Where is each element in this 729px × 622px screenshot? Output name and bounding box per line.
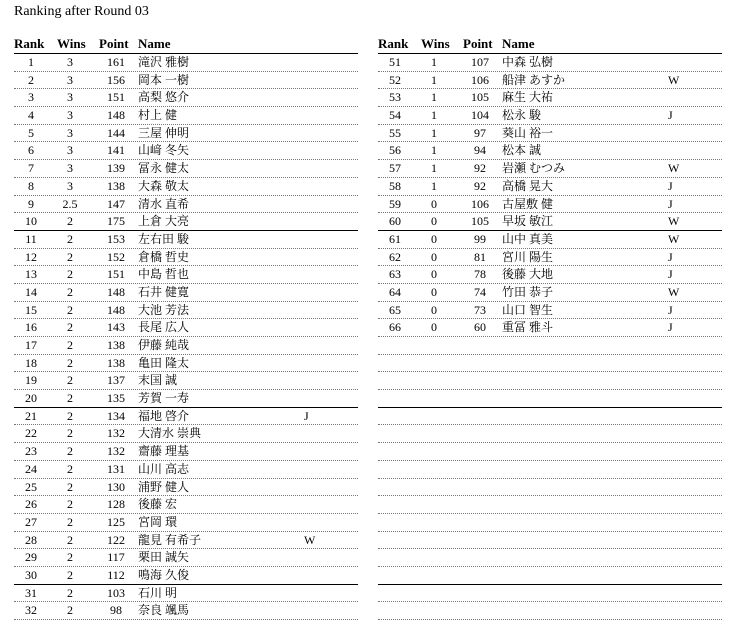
cell-point: 138	[107, 355, 125, 370]
cell-name: 芳賀 一寿	[138, 391, 190, 406]
cell-name: 栗田 誠矢	[138, 550, 190, 565]
cell-rank: 66	[389, 320, 401, 335]
table-row	[14, 408, 358, 426]
table-row	[14, 72, 358, 90]
cell-name: 福地 啓介	[138, 408, 190, 423]
cell-name: 高梨 悠介	[138, 90, 190, 105]
cell-rank: 55	[389, 125, 401, 140]
cell-point: 73	[474, 302, 486, 317]
header-name: Name	[502, 36, 535, 51]
cell-name: 早坂 敏江	[502, 214, 554, 229]
cell-rank: 9	[28, 196, 34, 211]
table-body	[14, 54, 358, 620]
table-row	[14, 425, 358, 443]
cell-name: 重冨 雅斗	[502, 320, 554, 335]
cell-name: 後藤 宏	[138, 497, 178, 512]
table-row	[14, 549, 358, 567]
page-title: Ranking after Round 03	[14, 4, 149, 19]
table-header	[14, 36, 358, 54]
cell-rank: 64	[389, 284, 401, 299]
cell-point: 122	[107, 532, 125, 547]
cell-rank: 6	[28, 143, 34, 158]
cell-rank: 16	[25, 320, 37, 335]
cell-wins: 0	[431, 267, 437, 282]
cell-rank: 22	[25, 426, 37, 441]
cell-point: 94	[474, 143, 486, 158]
table-row	[378, 107, 722, 125]
cell-name: 岩瀬 むつみ	[502, 161, 566, 176]
cell-point: 105	[471, 90, 489, 105]
cell-name: 岡本 一樹	[138, 72, 190, 87]
cell-wins: 3	[67, 178, 73, 193]
cell-point: 132	[107, 426, 125, 441]
cell-rank: 14	[25, 284, 37, 299]
cell-flag: J	[668, 320, 673, 335]
table-row	[14, 390, 358, 408]
cell-point: 81	[474, 249, 486, 264]
header-point: Point	[463, 36, 493, 51]
table-row	[14, 337, 358, 355]
cell-wins: 2	[67, 514, 73, 529]
table-row	[378, 461, 722, 479]
cell-name: 高橋 晃大	[502, 178, 554, 193]
cell-rank: 53	[389, 90, 401, 105]
cell-rank: 10	[25, 214, 37, 229]
cell-wins: 2	[67, 284, 73, 299]
cell-wins: 2	[67, 603, 73, 618]
table-row	[14, 89, 358, 107]
table-row	[378, 266, 722, 284]
cell-rank: 11	[25, 231, 37, 246]
table-row	[14, 372, 358, 390]
cell-flag: W	[668, 161, 680, 176]
cell-flag: J	[668, 249, 673, 264]
header-wins: Wins	[57, 36, 86, 51]
cell-point: 161	[107, 55, 125, 69]
table-row	[378, 425, 722, 443]
cell-flag: W	[304, 532, 316, 547]
table-row	[378, 479, 722, 497]
table-row	[14, 461, 358, 479]
cell-name: 麻生 大祐	[502, 90, 554, 105]
cell-name: 末国 誠	[138, 373, 178, 388]
table-row	[14, 443, 358, 461]
cell-name: 石川 明	[138, 585, 178, 600]
cell-flag: J	[668, 196, 673, 211]
cell-flag: W	[668, 72, 680, 87]
table-row	[378, 337, 722, 355]
cell-wins: 1	[431, 125, 437, 140]
table-row	[378, 372, 722, 390]
table-row	[14, 302, 358, 320]
cell-flag: W	[668, 231, 680, 246]
table-row	[378, 302, 722, 320]
table-row	[378, 178, 722, 196]
table-row	[14, 142, 358, 160]
cell-rank: 3	[28, 90, 34, 105]
cell-rank: 62	[389, 249, 401, 264]
table-row	[14, 532, 358, 550]
table-row	[378, 142, 722, 160]
cell-rank: 61	[389, 231, 401, 246]
cell-rank: 30	[25, 567, 37, 582]
cell-name: 中島 哲也	[138, 267, 190, 282]
cell-name: 冨永 健太	[138, 161, 190, 176]
cell-wins: 0	[431, 249, 437, 264]
cell-point: 156	[107, 72, 125, 87]
table-row	[14, 602, 358, 620]
cell-rank: 29	[25, 550, 37, 565]
table-row	[14, 266, 358, 284]
table-row	[378, 196, 722, 214]
table-row	[14, 319, 358, 337]
cell-point: 132	[107, 444, 125, 459]
table-row	[14, 514, 358, 532]
cell-name: 山中 真美	[502, 231, 554, 246]
table-row	[378, 231, 722, 249]
cell-point: 139	[107, 161, 125, 176]
cell-wins: 2	[67, 567, 73, 582]
cell-point: 92	[474, 178, 486, 193]
cell-point: 135	[107, 391, 125, 406]
cell-wins: 2	[67, 231, 73, 246]
cell-wins: 1	[431, 55, 437, 69]
cell-wins: 3	[67, 143, 73, 158]
cell-wins: 0	[431, 214, 437, 229]
header-name: Name	[138, 36, 171, 51]
cell-wins: 0	[431, 284, 437, 299]
cell-point: 148	[107, 108, 125, 123]
cell-wins: 2	[67, 408, 73, 423]
cell-point: 152	[107, 249, 125, 264]
cell-rank: 25	[25, 479, 37, 494]
cell-rank: 13	[25, 267, 37, 282]
cell-name: 齋藤 理基	[138, 444, 190, 459]
cell-wins: 1	[431, 143, 437, 158]
cell-point: 141	[107, 143, 125, 158]
cell-wins: 2	[67, 444, 73, 459]
cell-name: 大清水 崇典	[138, 426, 202, 441]
table-row	[378, 54, 722, 72]
cell-point: 138	[107, 338, 125, 352]
table-row	[378, 125, 722, 143]
cell-point: 144	[107, 125, 125, 140]
cell-point: 104	[471, 108, 489, 123]
cell-rank: 5	[28, 125, 34, 140]
cell-rank: 31	[25, 585, 37, 600]
cell-name: 倉橋 哲史	[138, 249, 190, 264]
cell-wins: 3	[67, 90, 73, 105]
cell-point: 78	[474, 267, 486, 282]
header-point: Point	[99, 36, 129, 51]
cell-point: 103	[107, 585, 125, 600]
cell-name: 宮岡 環	[138, 514, 178, 529]
cell-name: 中森 弘樹	[502, 55, 554, 69]
table-row	[378, 284, 722, 302]
table-row	[378, 408, 722, 426]
cell-rank: 18	[25, 355, 37, 370]
cell-wins: 1	[431, 108, 437, 123]
cell-rank: 8	[28, 178, 34, 193]
cell-wins: 2	[67, 355, 73, 370]
table-row	[378, 532, 722, 550]
cell-wins: 2	[67, 479, 73, 494]
table-row	[378, 319, 722, 337]
table-row	[14, 125, 358, 143]
cell-wins: 2	[67, 267, 73, 282]
cell-flag: J	[668, 302, 673, 317]
cell-wins: 0	[431, 231, 437, 246]
cell-flag: W	[668, 214, 680, 229]
cell-wins: 0	[431, 302, 437, 317]
cell-point: 151	[107, 90, 125, 105]
cell-point: 138	[107, 178, 125, 193]
cell-name: 浦野 健人	[138, 479, 190, 494]
table-row	[14, 196, 358, 214]
cell-wins: 3	[67, 161, 73, 176]
cell-name: 松本 誠	[502, 143, 542, 158]
cell-rank: 17	[25, 338, 37, 352]
table-row	[378, 72, 722, 90]
table-header	[378, 36, 722, 54]
cell-point: 128	[107, 497, 125, 512]
cell-wins: 3	[67, 55, 73, 69]
cell-point: 175	[107, 214, 125, 229]
cell-name: 山﨑 冬矢	[138, 143, 190, 158]
cell-wins: 2	[67, 338, 73, 352]
cell-name: 大森 敬太	[138, 178, 190, 193]
table-row	[14, 231, 358, 249]
table-row	[378, 213, 722, 231]
cell-rank: 24	[25, 461, 37, 476]
cell-name: 竹田 恭子	[502, 284, 554, 299]
cell-rank: 4	[28, 108, 34, 123]
cell-name: 村上 健	[138, 108, 178, 123]
cell-wins: 2	[67, 550, 73, 565]
table-row	[378, 355, 722, 373]
cell-name: 鳴海 久俊	[138, 567, 190, 582]
cell-point: 148	[107, 284, 125, 299]
cell-point: 60	[474, 320, 486, 335]
table-row	[378, 160, 722, 178]
cell-rank: 65	[389, 302, 401, 317]
cell-name: 宮川 陽生	[502, 249, 554, 264]
table-row	[378, 585, 722, 603]
cell-rank: 51	[389, 55, 401, 69]
cell-point: 99	[474, 231, 486, 246]
cell-name: 奈良 颯馬	[138, 603, 190, 618]
cell-rank: 7	[28, 161, 34, 176]
cell-point: 106	[471, 72, 489, 87]
cell-point: 117	[107, 550, 125, 565]
cell-name: 三屋 伸明	[138, 125, 190, 140]
cell-flag: J	[668, 178, 673, 193]
cell-wins: 2	[67, 391, 73, 406]
cell-point: 151	[107, 267, 125, 282]
cell-wins: 3	[67, 125, 73, 140]
table-row	[14, 54, 358, 72]
cell-rank: 57	[389, 161, 401, 176]
cell-rank: 2	[28, 72, 34, 87]
table-row	[378, 249, 722, 267]
cell-rank: 54	[389, 108, 401, 123]
cell-flag: W	[668, 284, 680, 299]
cell-name: 松永 駿	[502, 108, 542, 123]
cell-wins: 3	[67, 108, 73, 123]
cell-wins: 3	[67, 72, 73, 87]
cell-point: 97	[474, 125, 486, 140]
cell-wins: 2	[67, 585, 73, 600]
table-row	[14, 585, 358, 603]
cell-point: 74	[474, 284, 486, 299]
cell-wins: 2	[67, 320, 73, 335]
table-row	[14, 107, 358, 125]
cell-rank: 56	[389, 143, 401, 158]
cell-rank: 27	[25, 514, 37, 529]
table-row	[14, 567, 358, 585]
cell-flag: J	[304, 408, 309, 423]
cell-rank: 28	[25, 532, 37, 547]
cell-name: 滝沢 雅樹	[138, 55, 190, 69]
cell-rank: 21	[25, 408, 37, 423]
cell-point: 112	[107, 567, 125, 582]
table-row	[378, 390, 722, 408]
cell-point: 143	[107, 320, 125, 335]
cell-point: 130	[107, 479, 125, 494]
cell-wins: 1	[431, 90, 437, 105]
table-row	[378, 89, 722, 107]
cell-wins: 2	[67, 373, 73, 388]
cell-point: 137	[107, 373, 125, 388]
cell-wins: 2	[67, 461, 73, 476]
header-rank: Rank	[14, 36, 45, 51]
cell-rank: 60	[389, 214, 401, 229]
cell-rank: 12	[25, 249, 37, 264]
table-row	[14, 355, 358, 373]
cell-flag: J	[668, 108, 673, 123]
cell-wins: 1	[431, 72, 437, 87]
cell-name: 古屋敷 健	[502, 196, 554, 211]
header-rank: Rank	[378, 36, 409, 51]
cell-name: 後藤 大地	[502, 267, 554, 282]
cell-rank: 26	[25, 497, 37, 512]
cell-name: 山川 高志	[138, 461, 190, 476]
cell-wins: 2	[67, 532, 73, 547]
table-row	[378, 496, 722, 514]
table-row	[378, 443, 722, 461]
cell-rank: 59	[389, 196, 401, 211]
table-row	[378, 549, 722, 567]
table-row	[14, 160, 358, 178]
cell-point: 134	[107, 408, 125, 423]
cell-name: 大池 芳法	[138, 302, 190, 317]
table-row	[14, 249, 358, 267]
cell-name: 石井 健寛	[138, 284, 190, 299]
cell-name: 亀田 隆太	[138, 355, 190, 370]
cell-rank: 58	[389, 178, 401, 193]
cell-point: 92	[474, 161, 486, 176]
cell-point: 98	[110, 603, 122, 618]
cell-rank: 23	[25, 444, 37, 459]
table-row	[14, 479, 358, 497]
cell-wins: 2	[67, 426, 73, 441]
cell-point: 105	[471, 214, 489, 229]
cell-point: 153	[107, 231, 125, 246]
cell-name: 葵山 裕一	[502, 125, 554, 140]
cell-wins: 1	[431, 161, 437, 176]
cell-flag: J	[668, 267, 673, 282]
cell-rank: 20	[25, 391, 37, 406]
cell-rank: 63	[389, 267, 401, 282]
cell-rank: 1	[28, 55, 34, 69]
cell-wins: 2	[67, 497, 73, 512]
cell-rank: 19	[25, 373, 37, 388]
cell-name: 長尾 広人	[138, 320, 190, 335]
cell-rank: 15	[25, 302, 37, 317]
cell-name: 清水 直希	[138, 196, 190, 211]
cell-wins: 0	[431, 320, 437, 335]
cell-wins: 2	[67, 249, 73, 264]
cell-point: 107	[471, 55, 489, 69]
table-body	[378, 54, 722, 620]
cell-rank: 32	[25, 603, 37, 618]
table-row	[14, 213, 358, 231]
header-wins: Wins	[421, 36, 450, 51]
cell-wins: 2.5	[62, 196, 78, 211]
cell-wins: 2	[67, 214, 73, 229]
ranking-table-right	[378, 36, 722, 620]
cell-point: 125	[107, 514, 125, 529]
table-row	[378, 514, 722, 532]
cell-name: 山口 智生	[502, 302, 554, 317]
cell-name: 伊藤 純哉	[138, 338, 190, 352]
cell-wins: 1	[431, 178, 437, 193]
cell-wins: 0	[431, 196, 437, 211]
cell-name: 上倉 大亮	[138, 214, 190, 229]
table-row	[378, 567, 722, 585]
cell-point: 148	[107, 302, 125, 317]
cell-name: 船津 あすか	[502, 72, 566, 87]
table-row	[14, 284, 358, 302]
cell-wins: 2	[67, 302, 73, 317]
cell-point: 131	[107, 461, 125, 476]
cell-rank: 52	[389, 72, 401, 87]
table-row	[378, 602, 722, 620]
ranking-table-left	[14, 36, 358, 620]
cell-point: 147	[107, 196, 125, 211]
table-row	[14, 496, 358, 514]
cell-point: 106	[471, 196, 489, 211]
cell-name: 左右田 駿	[138, 231, 190, 246]
cell-name: 龍見 有希子	[138, 532, 202, 547]
table-row	[14, 178, 358, 196]
